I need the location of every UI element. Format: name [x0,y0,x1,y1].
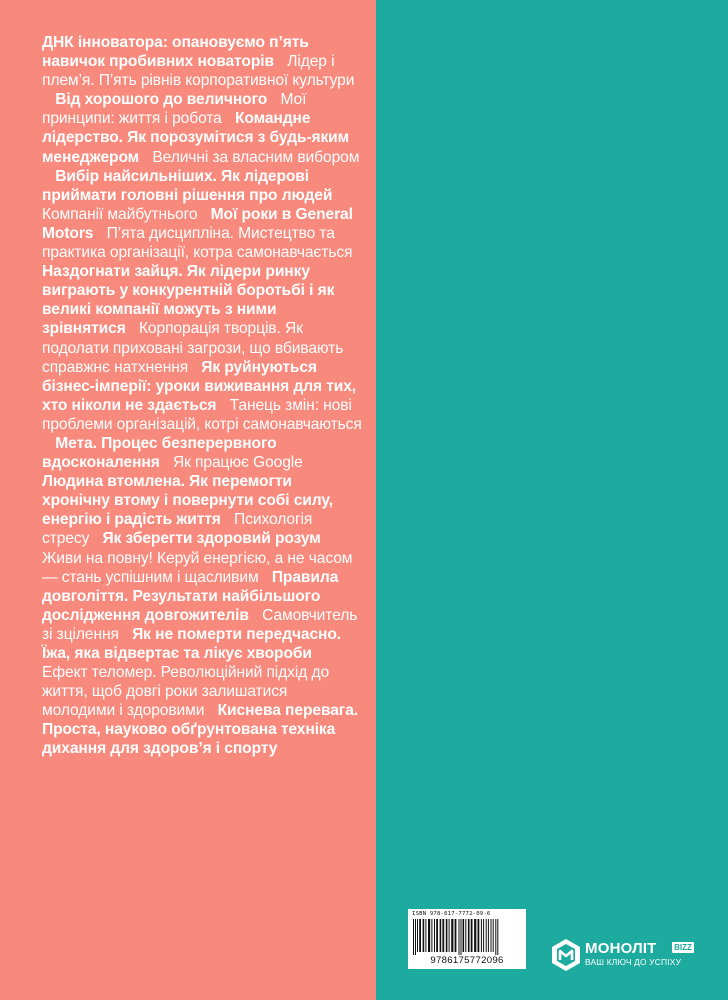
book-title: Мета. Процес безперервного вдосконалення [42,434,277,472]
book-title: Як зберегти здоровий розум [102,530,321,548]
book-title: Як не померти передчасно. Їжа, яка відвертає та лікує хвороби [42,625,342,662]
book-title: Корпорація творців. Як подолати приховані загрози, що вбивають справжнє натхнення [42,320,344,376]
isbn-label: ISBN 978-617-7772-09-6 [412,911,491,917]
book-title: Танець змін: нові проблеми організацій, котрі самонавчаються [42,396,362,433]
barcode-bars [412,919,522,955]
book-title: Як руйнуються бізнес-імперії: уроки виживання для тих, хто ніколи не здається [42,358,357,414]
publisher-tagline: ВАШ КЛЮЧ ДО УСПІХУ [585,957,682,967]
monolith-hexagon-icon [551,938,581,972]
book-title: Від хорошого до величного [55,91,268,109]
book-title-list [42,33,362,759]
barcode-number: 9786175772096 [430,955,504,966]
publisher-name: МОНОЛІТ [585,940,657,957]
publisher-logo [551,938,701,972]
book-title: Самовчитель зі зцілення [42,606,358,643]
book-title: Наздогнати зайця. Як лідери ринку виграють у конкурентній боротьбі і як великі компанії можуть з ними зрівнятися [42,263,335,338]
book-title: Живи на повну! Керуй енергією, а не часом — стань успішним і щасливим [42,549,353,586]
book-title: Правила довголіття. Результати найбільшого дослідження довгожителів [42,568,339,624]
book-title: Компанії майбутнього [42,205,198,223]
book-title: П’ята дисципліна. Мистецтво та практика організації, котра самонавчається [42,224,353,262]
book-title: Лідер і плем’я. П’ять рівнів корпоративної культури [42,53,355,90]
right-color-panel [376,0,728,1000]
barcode-block [408,909,526,969]
publisher-badge: BIZZ [672,942,694,953]
book-title: Вибір найсильніших. Як лідерові приймати головні рішення про людей [42,167,333,204]
book-title: Психологія стресу [42,511,313,548]
book-title: Киснева перевага. Проста, науково обґрунтована техніка дихання для здоров’я і спорту [42,702,359,758]
book-title: ДНК інноватора: опановуємо п’ять навичок пробивних новаторів [42,34,309,71]
book-title: Людина втомлена. Як перемогти хронічну втому і повернути собі силу, енергію і радість життя [42,473,334,529]
book-title: Величні за власним вибором [152,148,360,166]
book-title: Командне лідерство. Як порозумітися з будь-яким менеджером [42,110,350,166]
book-title: Мої роки в General Motors [42,205,353,242]
book-title: Ефект теломер. Революційний підхід до життя, щоб довгі роки залишатися молодими і здоровими [42,664,330,720]
book-title: Мої принципи: життя і робота [42,91,307,128]
book-title: Як працює Google [172,454,303,472]
